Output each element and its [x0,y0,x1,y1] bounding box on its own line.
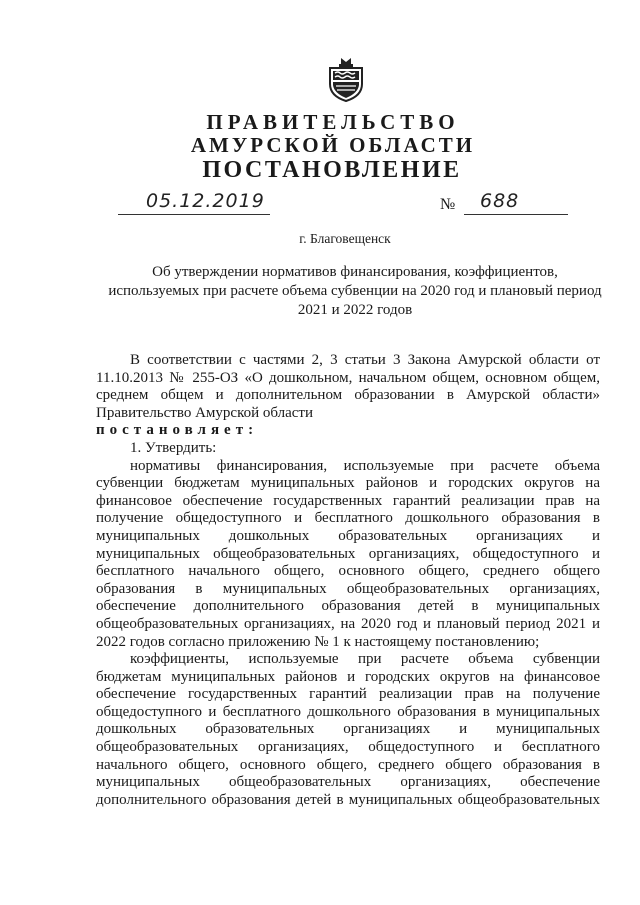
title-line: 2021 и 2022 годов [297,302,413,318]
body-line: бесплатного начального общего, основного общего, среднего общего [96,563,600,580]
body-line: начального общего, основного общего, среднего общего образования в [96,756,600,773]
body-line: среднем общем и дополнительном образовании в Амурской области» [96,387,600,404]
title-line: используемых при расчете объема субвенции на 2020 год и плановый период [108,283,602,299]
body-line: дошкольных образовательных организациях и муниципальных [96,721,600,738]
body-line: финансовое обеспечение государственных гарантий реализации прав на [96,492,600,509]
item-heading: 1. Утвердить: [130,439,217,456]
title-line: Об утверждении нормативов финансирования, коэффициентов, [152,264,558,280]
body-line: бюджетам муниципальных районов и городских округов на финансовое [96,668,600,685]
body-line: дополнительного образования детей в муниципальных общеобразовательных [96,791,600,808]
body-line: общеобразовательных организациях, общедоступного и бесплатного [96,739,600,756]
document-type-title: ПОСТАНОВЛЕНИЕ [202,157,462,183]
body-line: коэффициенты, используемые при расчете объема субвенции [130,651,600,668]
region-title: АМУРСКОЙ ОБЛАСТИ [190,133,476,157]
body-line: субвенции бюджетам муниципальных районов и городских округов на [96,475,600,492]
body-line: муниципальных дошкольных образовательных организациях и [96,527,600,544]
handwritten-date: 05.12.2019 [146,190,265,212]
body-line: общеобразовательных организациях, на 2020 год и плановый период 2021 и [96,615,600,632]
body-line: обеспечение дополнительного образования детей в муниципальных [96,598,600,615]
document-title [96,263,614,320]
body-line: образования в муниципальных общеобразовательных организациях, [96,580,600,597]
resolves-word: постановляет: [96,422,259,439]
body-line: Правительство Амурской области [96,404,314,421]
body-line: нормативы финансирования, используемые при расчете объема [130,457,600,474]
body-line: муниципальных общеобразовательных организациях, общедоступного и [96,545,600,562]
document-body [96,352,600,809]
body-line: обеспечение государственных гарантий реализации прав на получение [96,686,600,703]
number-sign: № [440,196,456,213]
date-field [118,190,270,215]
body-line: В соответствии с частями 2, 3 статьи 3 Закона Амурской области от [130,352,600,368]
amur-region-coat-of-arms-icon [327,56,365,102]
body-line: 11.10.2013 № 255-ОЗ «О дошкольном, начальном общем, основном общем, [96,369,600,386]
number-field [464,190,568,215]
body-line: получение общедоступного и бесплатного дошкольного образования в [96,510,600,527]
city-name: г. Благовещенск [299,231,391,246]
handwritten-number: 688 [480,190,520,212]
body-line: общедоступного и бесплатного дошкольного образования в муниципальных [96,703,600,720]
body-line: муниципальных общеобразовательных организациях, обеспечение [96,774,600,791]
body-line: 2022 годов согласно приложению № 1 к настоящему постановлению; [96,633,540,650]
government-title: ПРАВИТЕЛЬСТВО [206,110,460,134]
